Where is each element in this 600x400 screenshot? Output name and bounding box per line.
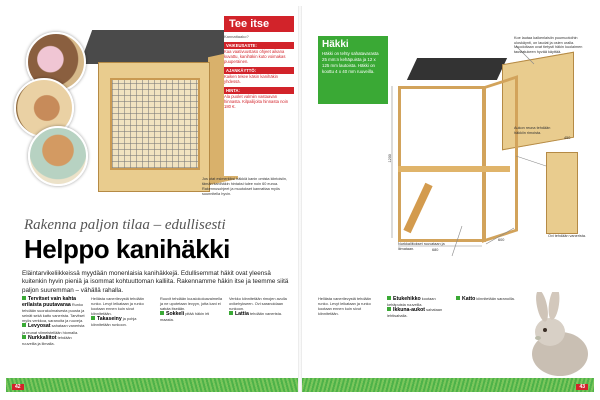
bullet-title: Katto [462,296,476,302]
bullet-title: Sokkeli [166,311,185,318]
detail-photo-3 [28,126,88,186]
green-square-icon [387,296,391,300]
dimension-label: 450 [564,136,571,140]
left-page [6,6,298,392]
bullet-title: Ikkuna-aukot [393,307,425,314]
bullet-text: sahataan lehtisahalla. [387,307,443,319]
bullet-text: Runko tehdään suorakulmaisesta puusta ja seinät sekä katto vanerista. Tarvitset myös verkkoa, saranoita ja ruuveja. [22,302,85,324]
bullet-title: Lattia [235,311,249,318]
bullet-text: kiinnitetään saranoilla. [476,296,515,301]
dimension-label: 600 [498,238,505,242]
green-square-icon [91,316,95,320]
green-square-icon [456,296,460,300]
body-col-4 [229,296,292,317]
right-col-2 [387,296,450,318]
bullet-text: sahataan vanerista ja reunat viimeistellään hiomalla. [22,323,85,335]
page-number: 42 [12,384,24,390]
right-col-3 [456,296,519,302]
time-label: AJANKÄYTTÖ: [224,67,294,74]
dimension-label: 1200 [387,154,392,163]
green-square-icon [160,311,164,315]
body-col-3 [160,296,223,322]
callout-roof: Koe lautaa kaikenlaisiin puumuotoihin uloskäynti, on laudat ja osien uralla. Muodoltaan ovat tietysti häkin kuolaimen taustatukeen hyvää käyttää. [514,36,583,54]
bullet-title: Levyosat [28,323,51,330]
title-box-description: Häkki on tehty sahatavarasta 25 mm:n kehäpuista ja 12 x 125 mm lautoista. Häkki on koottu 4 x 40 mm ruuveilla. [322,51,379,74]
photo-caption: Jos otat esimerkiksi häkkiä kanin omista kiintoisiin, tämän kanihäkin hintaksi tulee noin 60 euroa. Rakennusohjeet ja muutokset kannattaa myös suunnitella hyvin. [202,177,288,196]
right-page [302,6,594,392]
green-square-icon [22,296,26,300]
green-square-icon [22,335,26,339]
body-col-2 [91,296,154,328]
hero-photo [6,6,222,211]
dimension-label: 680 [432,248,439,252]
grass-strip [6,378,298,392]
body-text: Verkko kiinnitetään rimojen avulla ovikehykseen. Ovi saranoidaan runkoon. [229,296,287,312]
bullet-text: tehdään ruuveilla ja liimalla. [22,334,72,346]
bullet-text: kootaan kehäpuista ruuveilla. [387,296,436,308]
kicker: Rakenna paljon tilaa – edullisesti [24,217,226,233]
green-square-icon [22,323,26,327]
info-sidebar [224,16,294,176]
price-label: HINTA: [224,87,294,94]
price-text: Ala puolet valmiin vastaavan hinnasta. Kilpailijoita hinnasta noin 180 €. [224,94,289,109]
body-col-1 [22,296,85,346]
bullet-text: ja pohja kiinnitetään runkoon. [91,316,137,328]
body-text: Hellästa vanerilevystä tehdään runko. Levyt leikataan ja runko kootaan ennen kuin sivut kiinnitetään. [91,296,144,317]
lead-paragraph: Eläintarvikeliikkeissä myydään monenlaisia kanihäkkejä. Edullisemmat häkit ovat yleensä kuitenkin hyvin pieniä ja isommat kohtuuttoman kalliita. Rakennamme häkin itse ja teemme siitä paljon suuremman – vähällä rahalla. [22,270,289,294]
page-number: 43 [576,384,588,390]
bullet-title: Etukehikko [393,296,421,302]
bullet-text: pitää häkin irti maasta. [160,311,210,323]
bullet-title: Takaseiny [97,316,122,323]
rabbit-photo [520,292,594,380]
bullet-title: Tervitset vain kahta erilaista puutavaraa [22,296,77,309]
difficulty-label: VAIKEUSASTE: [224,42,294,49]
callout-opening: Aukon reuna tehdään häkkiin rimoista. [514,126,551,135]
callout-door: Ovi tehdään vanerista. [548,234,586,238]
hutch-mesh-door [110,78,200,170]
bullet-text: tehdään vanerista. [249,311,282,317]
green-square-icon [229,311,233,315]
grass-strip [302,378,594,392]
bullet-title: Nurkkaliitot [28,334,57,341]
body-text: Hellästa vanerilevystä tehdään runko. Levyt leikataan ja runko kootaan ennen kuin sivut kiinnitetään. [318,296,371,317]
section-tag: Tee itse [224,16,294,32]
right-col-1 [318,296,381,316]
body-columns [22,296,292,374]
headline: Helppo kanihäkki [24,234,230,264]
section-sub: Kannattaako? [224,34,249,39]
body-text: Ruuvit tehdään kuusiokoloavaimella ja ne upotetaan levyyn, jotta kani ei satuta itseään. [160,296,223,312]
green-square-icon [387,307,391,311]
title-box-heading: Häkki [322,39,349,50]
callout-corners: Nurkkaliitokset ruuvataan ja liimataan. [398,242,445,251]
time-text: Kaiken tekee käsin kanihäkin yhdessä. [224,74,279,84]
difficulty-text: Kaa vaativuustaso ohjeet aikana kuvattu, kanihäkin kuto voimakas puuperäinen. [224,49,286,64]
